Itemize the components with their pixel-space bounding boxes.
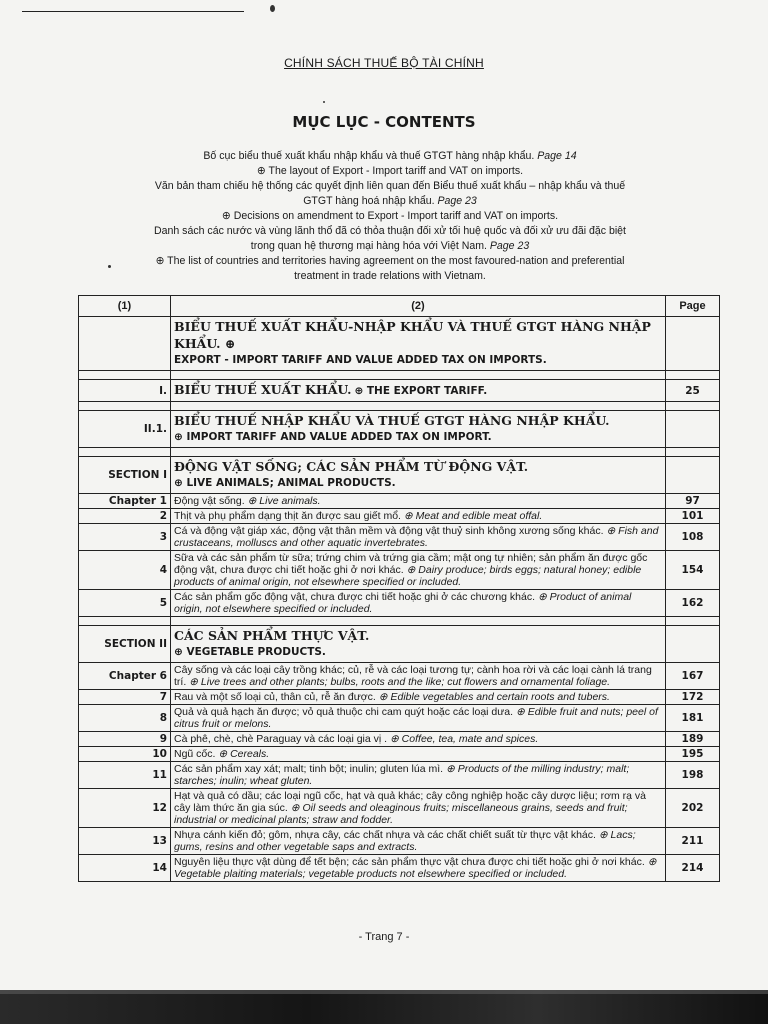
page-footer: - Trang 7 - [358, 931, 410, 943]
top-rule [22, 11, 244, 12]
table-row [79, 855, 720, 882]
chapter-title-vi: Cây sống và các loại cây trồng khác; củ, rễ và các loại tương tự; cành hoa rời và các loại cành lá trang trí. [174, 664, 652, 688]
intro-item-0-vi: Bố cục biểu thuế xuất khẩu nhập khẩu và thuế GTGT hàng nhập khẩu. Page 14 [203, 150, 577, 162]
table-row [79, 789, 720, 828]
chapter-description [171, 747, 666, 762]
chapter-title-vi: Các sản phẩm gốc động vật, chưa được chi tiết hoặc ghi ở các chương khác. [174, 591, 536, 603]
table-row-section-2 [79, 626, 720, 663]
chapter-page: 167 [666, 663, 720, 690]
scan-speck [108, 265, 111, 268]
chapter-description [171, 590, 666, 617]
chapter-page: 195 [666, 747, 720, 762]
chapter-title-en: ⊕ Fish and crustaceans, molluscs and other aquatic invertebrates. [174, 525, 659, 549]
chapter-title-vi: Rau và một số loại củ, thân củ, rễ ăn được. [174, 691, 376, 703]
chapter-description [171, 494, 666, 509]
chapter-number: 5 [79, 590, 171, 617]
chapter-page: 214 [666, 855, 720, 882]
chapter-number: 10 [79, 747, 171, 762]
chapter-title-vi: Cá và động vật giáp xác, động vật thân mềm và động vật thuỷ sinh không xương sống khác. [174, 525, 604, 537]
intro-item-2-en: ⊕ The list of countries and territories having agreement on the most favoured-nation and preferential treatment in trade relations with Vietnam. [155, 255, 625, 282]
chapter-page: 211 [666, 828, 720, 855]
column-header-page: Page [666, 296, 720, 317]
chapter-title-vi: Hạt và quả có dầu; các loại ngũ cốc, hạt và quả khác; cây công nghiệp hoặc cây dược liệu; rơm rạ và cây làm thức ăn gia súc. [174, 790, 646, 814]
chapter-page: 97 [666, 494, 720, 509]
chapter-title-en: ⊕ Coffee, tea, mate and spices. [389, 733, 539, 745]
table-row [79, 663, 720, 690]
column-header-1: (1) [79, 296, 171, 317]
chapter-description [171, 828, 666, 855]
table-row [79, 690, 720, 705]
chapter-title-en: ⊕ Vegetable plaiting materials; vegetable products not elsewhere specified or included. [174, 856, 657, 880]
chapter-title-vi: Ngũ cốc. [174, 748, 216, 760]
chapter-page: 198 [666, 762, 720, 789]
chapter-page: 108 [666, 524, 720, 551]
chapter-title-vi: Các sản phẩm xay xát; malt; tinh bột; inulin; gluten lúa mì. [174, 763, 444, 775]
page-title: MỤC LỤC - CONTENTS [292, 113, 476, 131]
scan-speck [323, 101, 325, 103]
main-heading-en: EXPORT - IMPORT TARIFF AND VALUE ADDED TAX ON IMPORTS. [174, 354, 547, 366]
table-row [79, 551, 720, 590]
table-header-row [79, 296, 720, 317]
chapter-title-en: ⊕ Dairy produce; birds eggs; natural honey; edible products of animal origin, not elsewhere specified or included. [174, 564, 642, 588]
intro-item-1-en: ⊕ Decisions on amendment to Export - Import tariff and VAT on imports. [221, 210, 559, 222]
table-row [79, 705, 720, 732]
chapter-number: Chapter 6 [79, 663, 171, 690]
chapter-title-vi: Nguyên liệu thực vật dùng để tết bện; các sản phẩm thực vật chưa được chi tiết hoặc ghi ở nơi khác. [174, 856, 645, 868]
table-row [79, 509, 720, 524]
column-header-2: (2) [171, 296, 666, 317]
chapter-title-vi: Sữa và các sản phẩm từ sữa; trứng chim và trứng gia cầm; mật ong tự nhiên; sản phẩm ăn được gốc động vật, chưa được chi tiết hoặc ghi ở nơi khác. [174, 552, 648, 576]
table-row [79, 747, 720, 762]
chapter-number: 7 [79, 690, 171, 705]
table-row [79, 828, 720, 855]
section-2-heading-vi: CÁC SẢN PHẨM THỰC VẬT. [174, 628, 370, 643]
page-header: CHÍNH SÁCH THUẾ BỘ TÀI CHÍNH [284, 56, 484, 70]
chapter-description [171, 732, 666, 747]
table-row [79, 494, 720, 509]
import-number: II.1. [79, 411, 171, 448]
export-number: I. [79, 380, 171, 402]
chapter-title-vi: Động vật sống. [174, 495, 245, 507]
chapter-number: 4 [79, 551, 171, 590]
chapter-description [171, 524, 666, 551]
export-heading-vi: BIỂU THUẾ XUẤT KHẨU. [174, 382, 352, 397]
chapter-number: 14 [79, 855, 171, 882]
chapter-description [171, 855, 666, 882]
chapter-title-en: ⊕ Edible fruit and nuts; peel of citrus fruit or melons. [174, 706, 658, 730]
chapter-title-en: ⊕ Oil seeds and oleaginous fruits; miscellaneous grains, seeds and fruit; industrial or medicinal plants; straw and fodder. [174, 802, 628, 826]
chapter-page: 181 [666, 705, 720, 732]
section-2-number: SECTION II [79, 626, 171, 663]
chapter-description [171, 551, 666, 590]
chapter-title-en: ⊕ Live trees and other plants; bulbs, roots and the like; cut flowers and ornamental foliage. [189, 676, 611, 688]
export-page: 25 [666, 380, 720, 402]
chapter-number: 3 [79, 524, 171, 551]
table-row-import [79, 411, 720, 448]
chapter-number: 13 [79, 828, 171, 855]
chapter-title-en: ⊕ Meat and edible meat offal. [403, 510, 543, 522]
export-heading-en: ⊕ THE EXPORT TARIFF. [354, 385, 488, 397]
chapter-title-en: ⊕ Lacs; gums, resins and other vegetable saps and extracts. [174, 829, 636, 853]
chapter-page: 162 [666, 590, 720, 617]
chapter-page: 172 [666, 690, 720, 705]
import-heading-vi: BIỂU THUẾ NHẬP KHẨU VÀ THUẾ GTGT HÀNG NHẬP KHẨU. [174, 413, 610, 428]
import-heading-en: ⊕ IMPORT TARIFF AND VALUE ADDED TAX ON IMPORT. [174, 431, 492, 443]
chapter-title-vi: Cà phê, chè, chè Paraguay và các loại gia vị . [174, 733, 388, 745]
chapter-number: Chapter 1 [79, 494, 171, 509]
contents-table [78, 295, 720, 882]
chapter-title-vi: Quả và quả hạch ăn được; vỏ quả thuộc chi cam quýt hoặc các loại dưa. [174, 706, 514, 718]
chapter-description [171, 509, 666, 524]
scan-bottom-border [0, 990, 768, 1024]
chapter-title-vi: Nhựa cánh kiến đỏ; gôm, nhựa cây, các chất nhựa và các chất chiết suất từ thực vật khác. [174, 829, 596, 841]
table-row [79, 732, 720, 747]
chapter-title-en: ⊕ Cereals. [218, 748, 270, 760]
table-row-export [79, 380, 720, 402]
chapter-title-en: ⊕ Live animals. [247, 495, 321, 507]
scan-speck [270, 5, 275, 12]
chapter-description [171, 690, 666, 705]
chapter-number: 8 [79, 705, 171, 732]
chapter-description [171, 789, 666, 828]
table-row [79, 524, 720, 551]
chapter-page: 154 [666, 551, 720, 590]
table-row [79, 762, 720, 789]
section-2-heading-en: ⊕ VEGETABLE PRODUCTS. [174, 646, 326, 658]
table-row-main [79, 317, 720, 371]
chapter-description [171, 663, 666, 690]
chapter-title-en: ⊕ Products of the milling industry; malt; starches; inulin; wheat gluten. [174, 763, 630, 787]
table-row [79, 590, 720, 617]
chapter-description [171, 762, 666, 789]
table-row-section-1 [79, 457, 720, 494]
chapter-page: 202 [666, 789, 720, 828]
main-heading-vi: BIỂU THUẾ XUẤT KHẨU-NHẬP KHẨU VÀ THUẾ GTGT HÀNG NHẬP KHẨU. ⊕ [174, 319, 651, 351]
intro-item-1-vi: Văn bản tham chiếu hệ thống các quyết định liên quan đến Biểu thuế xuất khẩu – nhập khẩu và thuế GTGT hàng hoá nhập khẩu. Page 23 [154, 180, 626, 207]
chapter-number: 12 [79, 789, 171, 828]
chapter-number: 9 [79, 732, 171, 747]
chapter-number: 2 [79, 509, 171, 524]
chapter-page: 189 [666, 732, 720, 747]
intro-block [150, 149, 630, 284]
chapter-title-en: ⊕ Edible vegetables and certain roots and tubers. [378, 691, 610, 703]
chapter-title-en: ⊕ Product of animal origin, not elsewhere specified or included. [174, 591, 632, 615]
chapter-page: 101 [666, 509, 720, 524]
intro-item-2-vi: Danh sách các nước và vùng lãnh thổ đã có thỏa thuận đối xử tối huệ quốc và đối xử ưu đãi đặc biệt trong quan hệ thương mại hàng hóa với Việt Nam. Page 23 [154, 225, 626, 252]
chapter-number: 11 [79, 762, 171, 789]
section-1-number: SECTION I [79, 457, 171, 494]
intro-item-0-en: ⊕ The layout of Export - Import tariff and VAT on imports. [256, 165, 524, 177]
chapter-title-vi: Thịt và phụ phẩm dạng thịt ăn được sau giết mổ. [174, 510, 401, 522]
chapter-description [171, 705, 666, 732]
section-1-heading-vi: ĐỘNG VẬT SỐNG; CÁC SẢN PHẨM TỪ ĐỘNG VẬT. [174, 459, 529, 474]
section-1-heading-en: ⊕ LIVE ANIMALS; ANIMAL PRODUCTS. [174, 477, 396, 489]
